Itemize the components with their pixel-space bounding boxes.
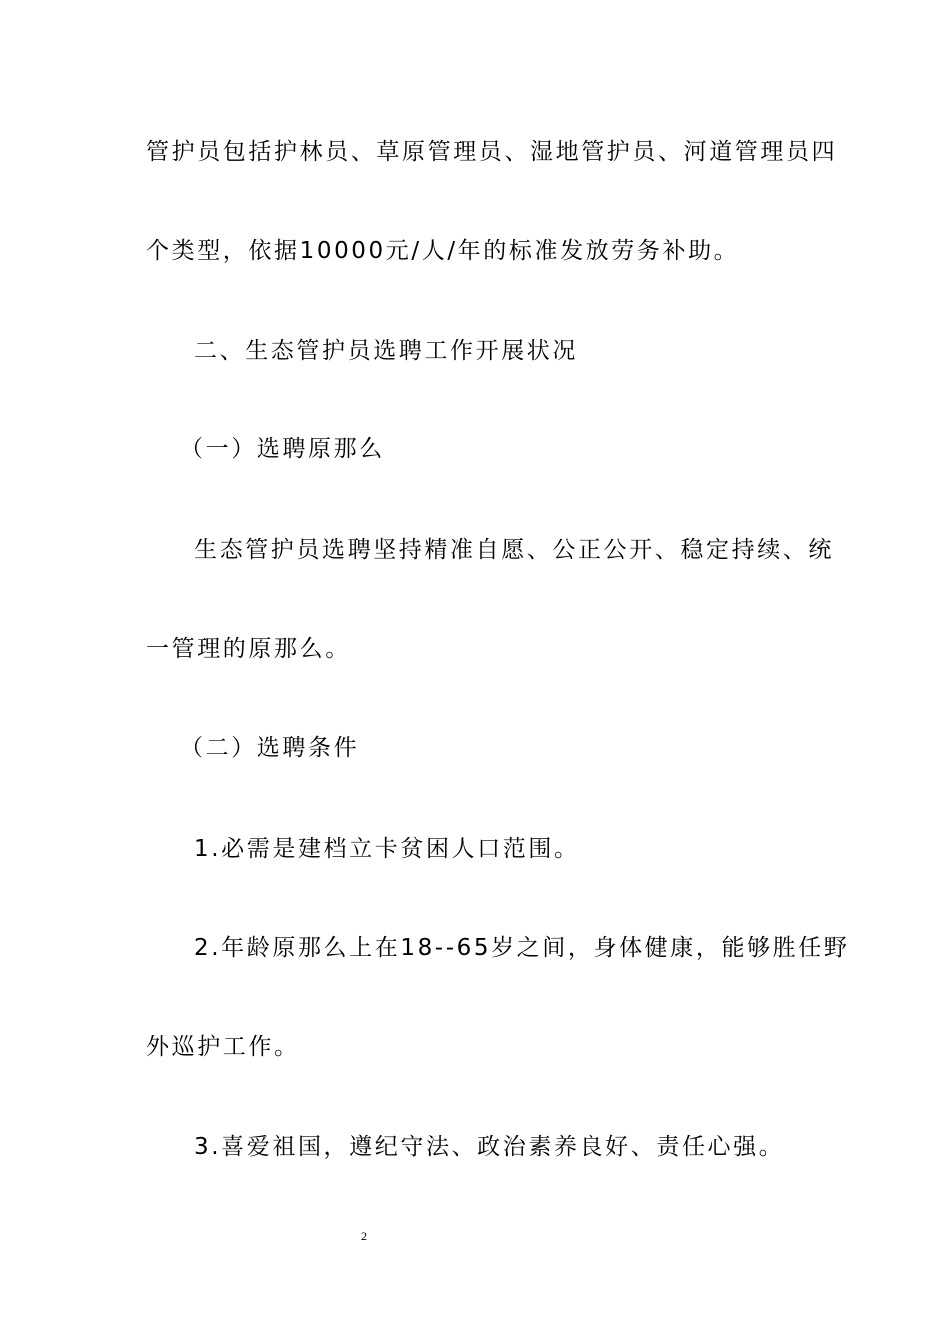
paragraph-line-1: 管护员包括护林员、草原管理员、湿地管护员、河道管理员四 — [146, 139, 838, 165]
subsection-heading-1: （一）选聘原那么 — [180, 436, 385, 462]
paragraph-line-2: 个类型，依据10000元/人/年的标准发放劳务补助。 — [146, 238, 740, 264]
list-item-2-continued: 外巡护工作。 — [146, 1034, 300, 1060]
subsection-heading-2: （二）选聘条件 — [180, 735, 360, 761]
list-item-2: 2.年龄原那么上在18--65岁之间，身体健康，能够胜任野 — [194, 935, 850, 961]
list-item-3: 3.喜爱祖国，遵纪守法、政治素养良好、责任心强。 — [194, 1134, 785, 1160]
paragraph-line-3: 生态管护员选聘坚持精准自愿、公正公开、稳定持续、统 — [194, 537, 834, 563]
list-item-1: 1.必需是建档立卡贫困人口范围。 — [194, 836, 580, 862]
section-heading-2: 二、生态管护员选聘工作开展状况 — [194, 338, 578, 364]
paragraph-line-4: 一管理的原那么。 — [146, 636, 351, 662]
page-number: 2 — [361, 1229, 367, 1243]
